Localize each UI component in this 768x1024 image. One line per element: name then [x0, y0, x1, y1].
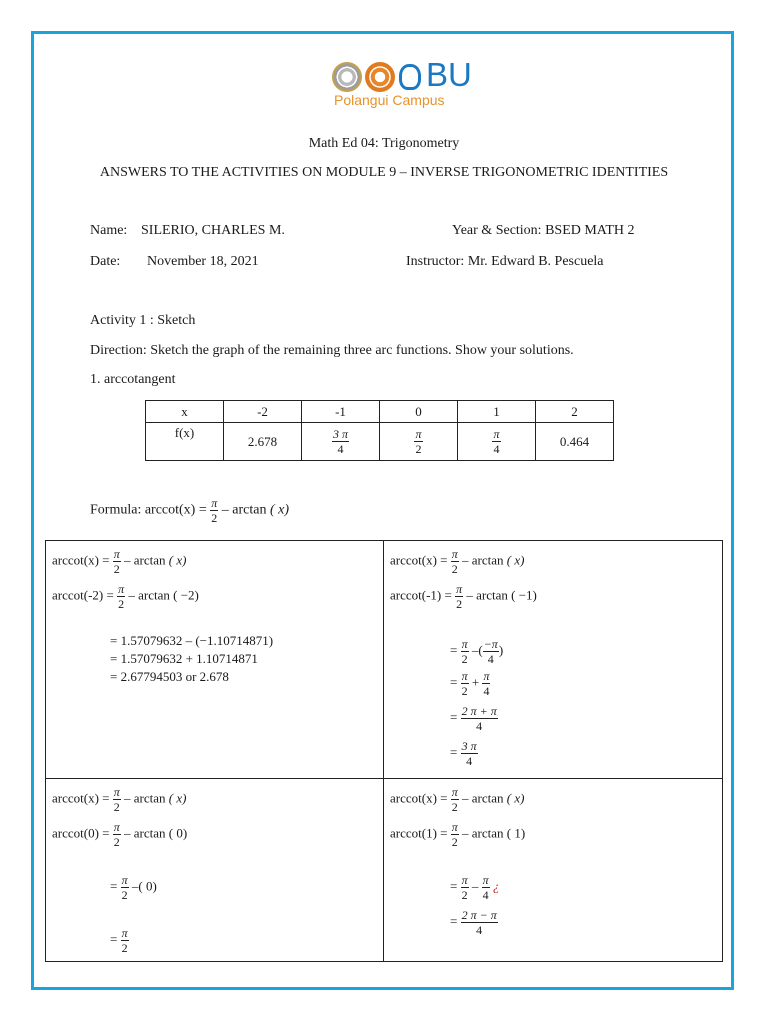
values-table — [145, 400, 614, 461]
bu-logo — [331, 56, 472, 112]
grid-divider — [45, 778, 723, 779]
table-row — [146, 401, 614, 423]
solution-line: = $\frac{2 \pi - \pi}{4}$ — [450, 908, 497, 937]
name-value: SILERIO, CHARLES M. — [141, 223, 285, 238]
x-header: x — [146, 401, 224, 423]
fx-value: 2.678 — [224, 423, 302, 461]
x-value: 2 — [536, 401, 614, 423]
activity-direction: Direction: Sketch the graph of the remaining three arc functions. Show your solutions. — [90, 343, 574, 358]
x-value: -1 — [302, 401, 380, 423]
general-formula: arccot(x) = $\frac{\pi}{2}$ – arctan ( x) — [390, 547, 525, 576]
solution-line: = $\frac{\pi}{2}$ — [110, 926, 128, 955]
x-value: 1 — [458, 401, 536, 423]
grid-divider — [383, 540, 384, 962]
fx-header: f(x) — [146, 423, 224, 461]
document-title: ANSWERS TO THE ACTIVITIES ON MODULE 9 – INVERSE TRIGONOMETRIC IDENTITIES — [99, 165, 669, 180]
name-label: Name: — [90, 223, 128, 238]
solution-line: = $\frac{2 \pi + \pi}{4}$ — [450, 704, 497, 733]
solution-line: = $\frac{\pi}{2}$ –( 0) — [110, 873, 157, 902]
solution-line: = 1.57079632 – (−1.10714871) — [110, 633, 274, 648]
case-zero: arccot(0) = $\frac{\pi}{2}$ – arctan ( 0) — [52, 820, 188, 849]
date-label: Date: — [90, 254, 121, 269]
fx-value: $\frac{\pi}{2}$ — [380, 423, 458, 461]
fx-value: $\frac{3 \pi}{4}$ — [302, 423, 380, 461]
year-section: Year & Section: BSED MATH 2 — [452, 223, 635, 238]
bu-shield-icon — [399, 64, 421, 90]
polangui-seal-icon — [332, 62, 362, 92]
table-row — [146, 423, 614, 461]
formula: Formula: arccot(x) = $\frac{\pi}{2}$ – arctan ( x) — [90, 496, 290, 525]
x-value: -2 — [224, 401, 302, 423]
general-formula: arccot(x) = $\frac{\pi}{2}$ – arctan ( x) — [52, 785, 187, 814]
solution-line: = 1.57079632 + 1.10714871 — [110, 651, 258, 666]
solution-line: = 2.67794503 or 2.678 — [110, 669, 229, 684]
general-formula: arccot(x) = $\frac{\pi}{2}$ – arctan ( x) — [390, 785, 525, 814]
x-value: 0 — [380, 401, 458, 423]
course-title: Math Ed 04: Trigonometry — [308, 136, 460, 151]
logo-subtitle: Polangui Campus — [334, 92, 445, 108]
activity-title: Activity 1 : Sketch — [90, 313, 196, 328]
instructor: Instructor: Mr. Edward B. Pescuela — [406, 254, 604, 269]
logo-text: BU — [426, 56, 472, 93]
case-one: arccot(1) = $\frac{\pi}{2}$ – arctan ( 1) — [390, 820, 526, 849]
solution-line: = $\frac{3 \pi}{4}$ — [450, 739, 477, 768]
fx-value: $\frac{\pi}{4}$ — [458, 423, 536, 461]
fx-value: 0.464 — [536, 423, 614, 461]
university-seal-icon — [365, 62, 395, 92]
date-value: November 18, 2021 — [147, 254, 259, 269]
case-minus-two: arccot(-2) = $\frac{\pi}{2}$ – arctan ( −2) — [52, 582, 199, 611]
activity-item: 1. arccotangent — [90, 372, 176, 387]
solution-line: = $\frac{\pi}{2}$ + $\frac{\pi}{4}$ — [450, 669, 490, 698]
case-minus-one: arccot(-1) = $\frac{\pi}{2}$ – arctan ( −1) — [390, 582, 537, 611]
solution-line: = $\frac{\pi}{2}$ –( $\frac{-\pi}{4}$ ) — [450, 637, 504, 666]
general-formula: arccot(x) = $\frac{\pi}{2}$ – arctan ( x) — [52, 547, 187, 576]
solution-line: = $\frac{\pi}{2}$ – $\frac{\pi}{4}$ ¿ — [450, 873, 500, 902]
stray-mark: ¿ — [492, 878, 500, 894]
